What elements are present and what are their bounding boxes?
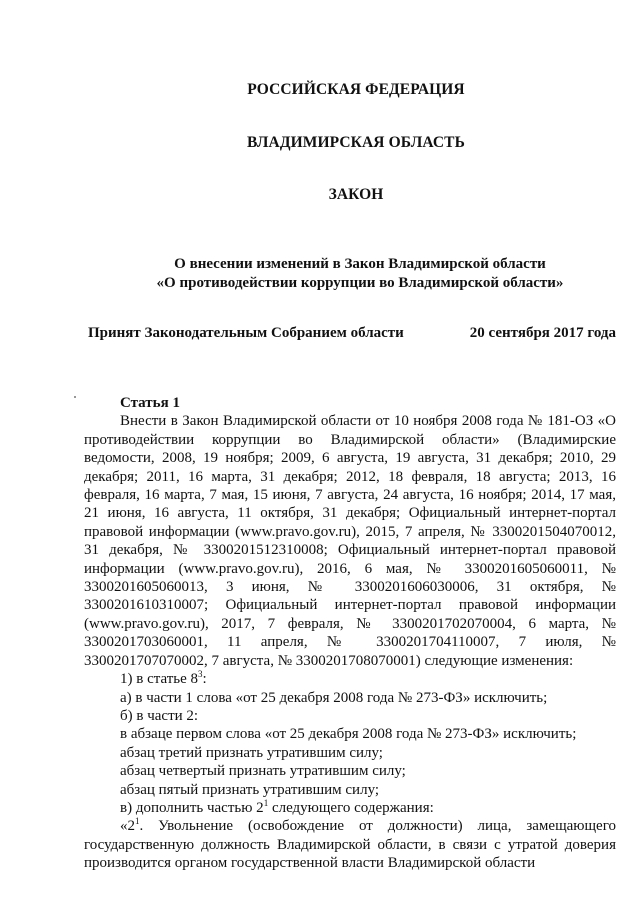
scan-speck <box>74 396 76 398</box>
adopted-by: Принят Законодательным Собранием области <box>88 325 404 341</box>
article-intro: Внести в Закон Владимирской области от 10 ноября 2008 года № 181-ОЗ «О противодействии коррупции во Владимирской области» (Владимирские ведомости, 2008, 19 ноября; 2009, 6 августа, 19 августа, 31 декабря; 2010, 29 декабря; 2011, 16 марта, 31 декабря; 2012, 18 февраля, 18 августа; 2013, 16 февраля, 16 марта, 7 мая, 15 июня, 7 августа, 24 августа, 16 ноября; 2014, 17 мая, 21 июня, 16 августа, 11 октября, 31 декабря; Официальный интернет-портал правовой информации (www.pravo.gov.ru), 2015, 7 апреля, № 3300201504070012, 31 декабря, № 3300201512310008; Официальный интернет-портал правовой информации (www.pravo.gov.ru), 2016, 6 мая, № 3300201605060011, № 3300201605060013, 3 июня, № 3300201606030006, 31 октября, № 3300201610310007; Официальный интернет-портал правовой информации (www.pravo.gov.ru), 2017, 7 февраля, № 3300201702070004, 6 марта, № 3300201703060001, 11 апреля, № 3300201704110007, 7 июля, № 3300201707070002, 7 августа, № 3300201708070001) следующие изменения: <box>84 413 616 669</box>
item-c-suffix: следующего содержания: <box>268 799 434 816</box>
item-c-sup: 1 <box>263 797 269 808</box>
item-b: б) в части 2: <box>120 707 199 724</box>
law-title-line-1: О внесении изменений в Закон Владимирской области <box>174 256 546 272</box>
item-b-3: абзац четвертый признать утратившим силу; <box>120 763 406 780</box>
item-1-sup: 3 <box>198 669 203 680</box>
header-country: РОССИЙСКАЯ ФЕДЕРАЦИЯ <box>247 81 465 98</box>
header-region: ВЛАДИМИРСКАЯ ОБЛАСТЬ <box>247 134 465 151</box>
law-title <box>90 255 630 293</box>
header-doc-type: ЗАКОН <box>328 186 384 203</box>
document-body <box>84 394 616 873</box>
adoption-line <box>88 325 616 342</box>
item-a: а) в части 1 слова «от 25 декабря 2008 года № 273-ФЗ» исключить; <box>120 689 548 706</box>
quote-text: . Увольнение (освобождение от должности) лица, замещающего государственную должность Владимирской области, в связи с утратой доверия производится органом государственной власти Владимирской области <box>84 818 616 872</box>
item-1-prefix: 1) в статье 8 <box>120 671 199 688</box>
article-heading: Статья 1 <box>120 395 180 411</box>
item-c <box>84 799 616 817</box>
item-1 <box>84 670 616 688</box>
item-1-suffix: : <box>202 671 207 688</box>
quote-sup: 1 <box>135 816 140 827</box>
law-title-line-2: «О противодействии коррупции во Владимирской области» <box>156 275 564 291</box>
item-c-prefix: в) дополнить частью 2 <box>120 799 264 816</box>
quoted-part <box>84 817 616 872</box>
adopted-date: 20 сентября 2017 года <box>469 325 616 341</box>
quote-prefix: «2 <box>120 818 135 835</box>
item-b-2: абзац третий признать утратившим силу; <box>120 744 383 761</box>
item-b-1: в абзаце первом слова «от 25 декабря 2008 года № 273-ФЗ» исключить; <box>120 726 577 743</box>
item-b-4: абзац пятый признать утратившим силу; <box>120 781 380 798</box>
